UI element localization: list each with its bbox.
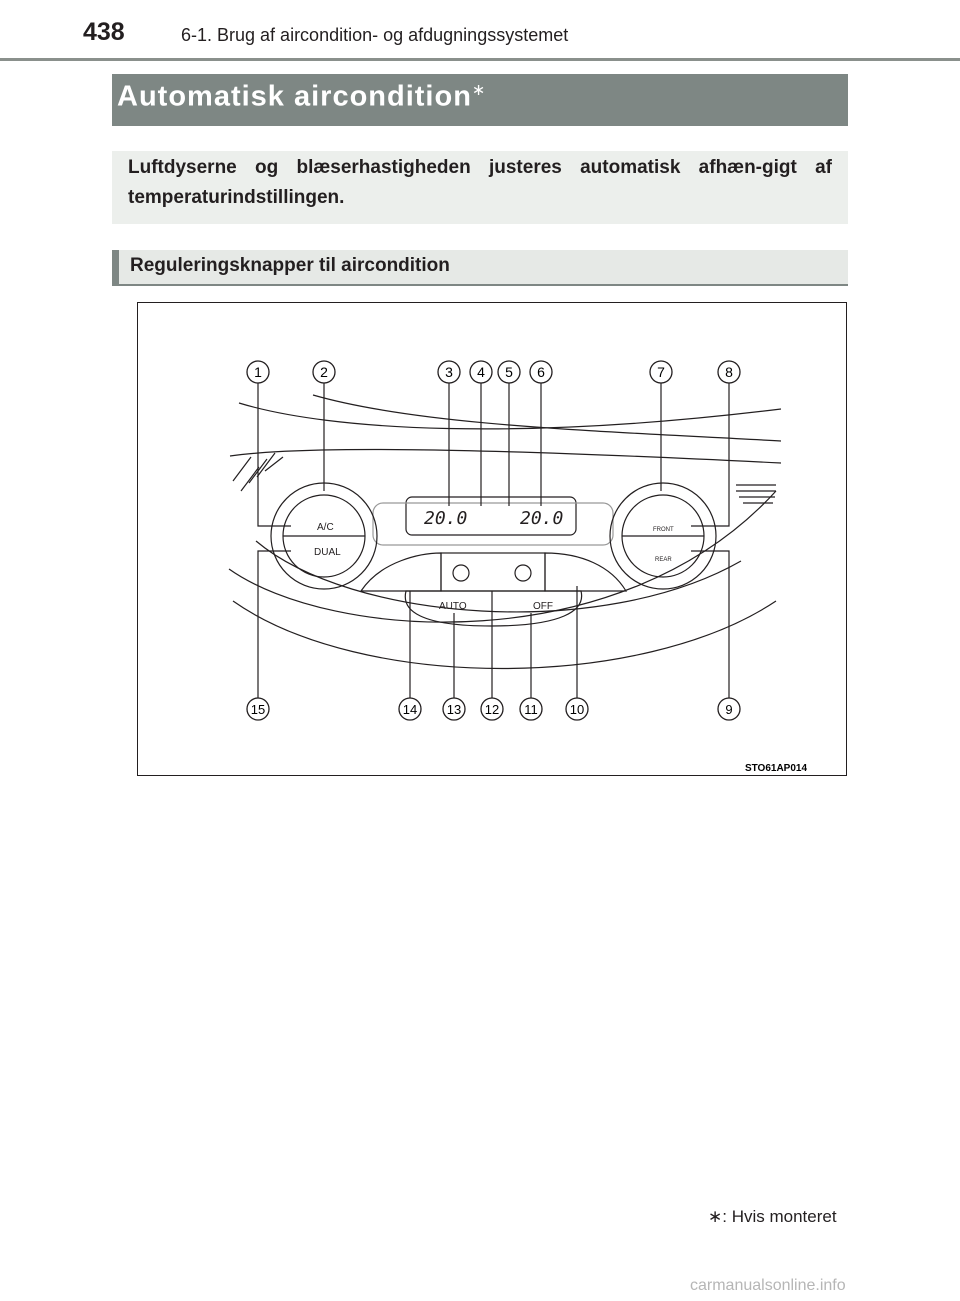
callout-7-label: 7 — [657, 364, 665, 380]
fan-down-icon — [453, 565, 469, 581]
callout-7 — [650, 361, 672, 383]
callout-12-label: 12 — [484, 702, 500, 717]
dash-curve-4 — [229, 491, 776, 622]
callout-1 — [247, 361, 269, 383]
watermark: carmanualsonline.info — [690, 1277, 846, 1294]
temp-left-display: 20.0 — [424, 508, 468, 529]
fan-up-icon — [515, 565, 531, 581]
callout-2-label: 2 — [320, 364, 328, 380]
callout-13-label: 13 — [446, 702, 462, 717]
callout-10 — [566, 698, 588, 720]
dash-curve-3 — [230, 450, 781, 463]
callout-5-label: 5 — [505, 364, 513, 380]
dash-curve-2 — [313, 395, 781, 441]
callout-6-label: 6 — [537, 364, 545, 380]
dash-curve-5 — [233, 601, 776, 669]
callout-15-label: 15 — [250, 702, 266, 717]
header-rule — [0, 58, 960, 61]
recirculation-button — [361, 553, 441, 591]
callout-14 — [399, 698, 421, 720]
callout-4-label: 4 — [477, 364, 485, 380]
right-vent — [736, 485, 776, 503]
temp-right-display: 20.0 — [520, 508, 564, 529]
asterisk-marker: ∗ — [471, 82, 487, 99]
auto-off-button — [405, 591, 581, 626]
rear-label: REAR — [655, 557, 672, 563]
figure-code: STO61AP014 — [744, 763, 808, 774]
footnote-marker: ∗ — [708, 1207, 723, 1226]
fan-button — [441, 553, 545, 591]
callout-11 — [520, 698, 542, 720]
callout-3 — [438, 361, 460, 383]
page-number: 438 — [83, 18, 125, 46]
callout-1-label: 1 — [254, 364, 262, 380]
callout-8-label: 8 — [725, 364, 733, 380]
callout-15 — [247, 698, 269, 720]
callout-8 — [718, 361, 740, 383]
section-title-text: Automatisk aircondition — [117, 80, 472, 113]
callout-14-label: 14 — [402, 702, 418, 717]
subheading-accent — [112, 250, 119, 286]
climate-panel-illustration — [138, 303, 846, 775]
mode-button — [545, 553, 626, 591]
callout-4 — [470, 361, 492, 383]
off-label: OFF — [533, 601, 553, 612]
figure-frame — [137, 302, 847, 776]
display-bezel — [373, 503, 613, 545]
callout-10-label: 10 — [569, 702, 585, 717]
leader-9 — [691, 551, 729, 699]
intro-text: Luftdyserne og blæserhastigheden justeres automatisk afhæn-gigt af temperaturindstillingen. — [128, 157, 832, 208]
callout-12 — [481, 698, 503, 720]
subheading: Reguleringsknapper til aircondition — [130, 255, 450, 276]
running-header: 6-1. Brug af aircondition- og afdugningssystemet — [181, 25, 569, 45]
callout-9 — [718, 698, 740, 720]
callout-5 — [498, 361, 520, 383]
callout-3-label: 3 — [445, 364, 453, 380]
footnote-text: : Hvis monteret — [722, 1207, 837, 1226]
auto-label: AUTO — [439, 601, 467, 612]
callout-2 — [313, 361, 335, 383]
callout-13 — [443, 698, 465, 720]
ac-label: A/C — [317, 522, 334, 533]
front-label: FRONT — [653, 527, 674, 533]
callout-11-label: 11 — [524, 702, 538, 717]
leader-8 — [691, 382, 729, 526]
section-title — [117, 80, 486, 114]
dual-label: DUAL — [314, 547, 341, 558]
footnote — [708, 1207, 837, 1227]
callout-6 — [530, 361, 552, 383]
callout-9-label: 9 — [725, 702, 733, 717]
